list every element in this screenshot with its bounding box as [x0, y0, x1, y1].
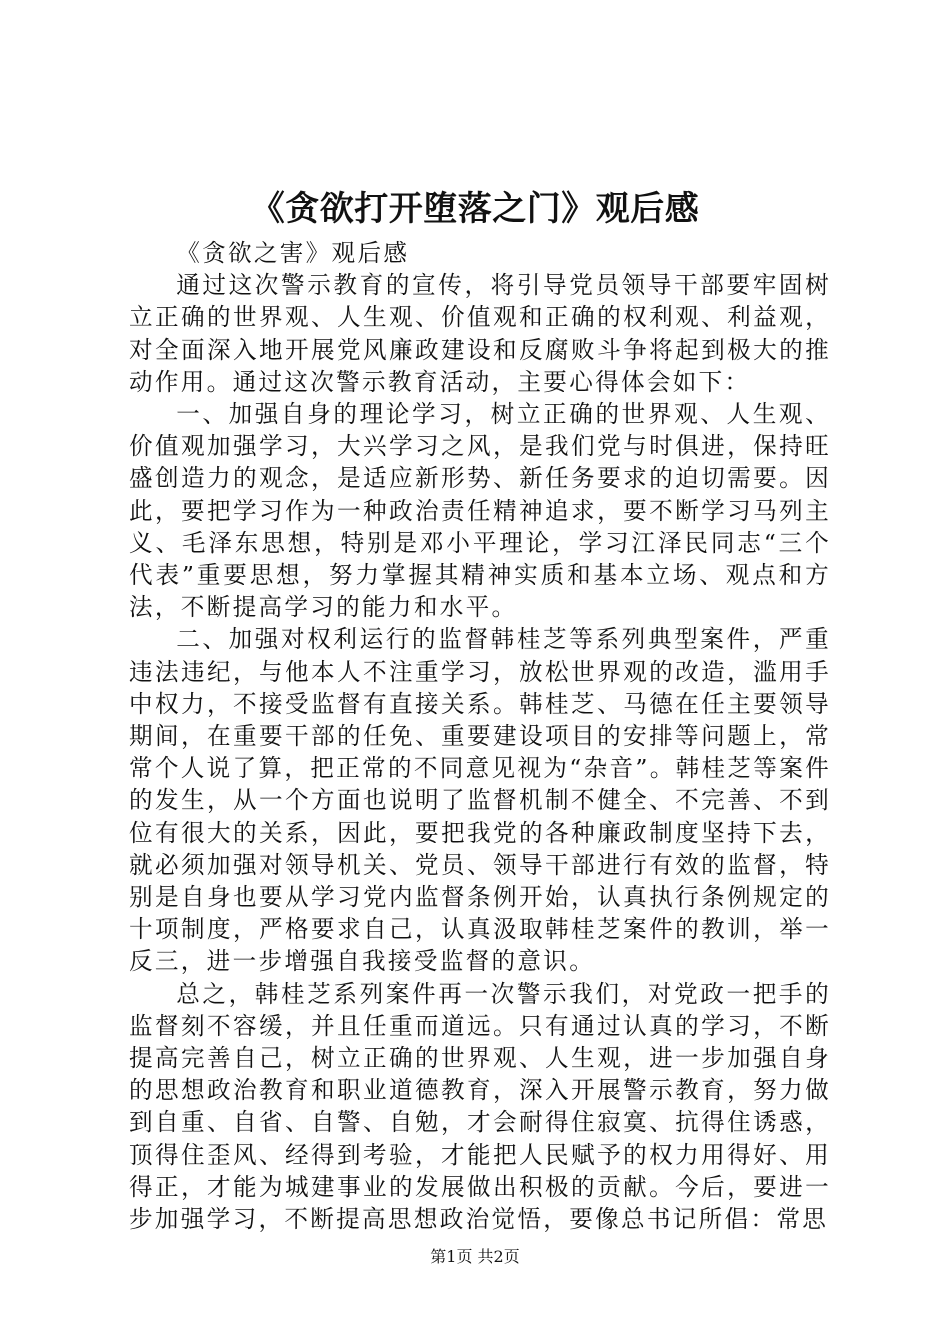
- paragraph-intro: 通过这次警示教育的宣传，将引导党员领导干部要牢固树立正确的世界观、人生观、价值观和正确的权利观、利益观，对全面深入地开展党风廉政建设和反腐败斗争将起到极大的推动作用。通过这次警示教育活动，主要心得体会如下：: [129, 271, 831, 396]
- page-number-footer: 第1页 共2页: [430, 1247, 520, 1266]
- paragraph-section-two: 二、加强对权利运行的监督韩桂芝等系列典型案件，严重违法违纪，与他本人不注重学习，放松世界观的改造，滥用手中权力，不接受监督有直接关系。韩桂芝、马德在任主要领导期间，在重要干部的任免、重要建设项目的安排等问题上，常常个人说了算，把正常的不同意见视为“杂音”。韩桂芝等案件的发生，从一个方面也说明了监督机制不健全、不完善、不到位有很大的关系，因此，要把我党的各种廉政制度坚持下去，就必须加强对领导机关、党员、领导干部进行有效的监督，特别是自身也要从学习党内监督条例开始，认真执行条例规定的十项制度，严格要求自己，认真汲取韩桂芝案件的教训，举一反三，进一步增强自我接受监督的意识。: [129, 625, 831, 976]
- document-title: 《贪欲打开堕落之门》观后感: [250, 189, 700, 229]
- paragraph-section-one: 一、加强自身的理论学习，树立正确的世界观、人生观、价值观加强学习，大兴学习之风，是我们党与时俱进，保持旺盛创造力的观念，是适应新形势、新任务要求的迫切需要。因此，要把学习作为一种政治责任精神追求，要不断学习马列主义、毛泽东思想，特别是邓小平理论，学习江泽民同志“三个代表”重要思想，努力掌握其精神实质和基本立场、观点和方法，不断提高学习的能力和水平。: [129, 400, 831, 622]
- paragraph-conclusion: 总之，韩桂芝系列案件再一次警示我们，对党政一把手的监督刻不容缓，并且任重而道远。只有通过认真的学习，不断提高完善自己，树立正确的世界观、人生观，进一步加强自身的思想政治教育和职业道德教育，深入开展警示教育，努力做到自重、自省、自警、自勉，才会耐得住寂寞、抗得住诱惑，顶得住歪风、经得到考验，才能把人民赋予的权力用得好、用得正，才能为城建事业的发展做出积极的贡献。今后，要进一步加强学习，不断提高思想政治觉悟，要像总书记所倡：常思: [129, 979, 831, 1234]
- document-body: [129, 237, 831, 1235]
- document-subtitle: 《贪欲之害》观后感: [176, 239, 410, 267]
